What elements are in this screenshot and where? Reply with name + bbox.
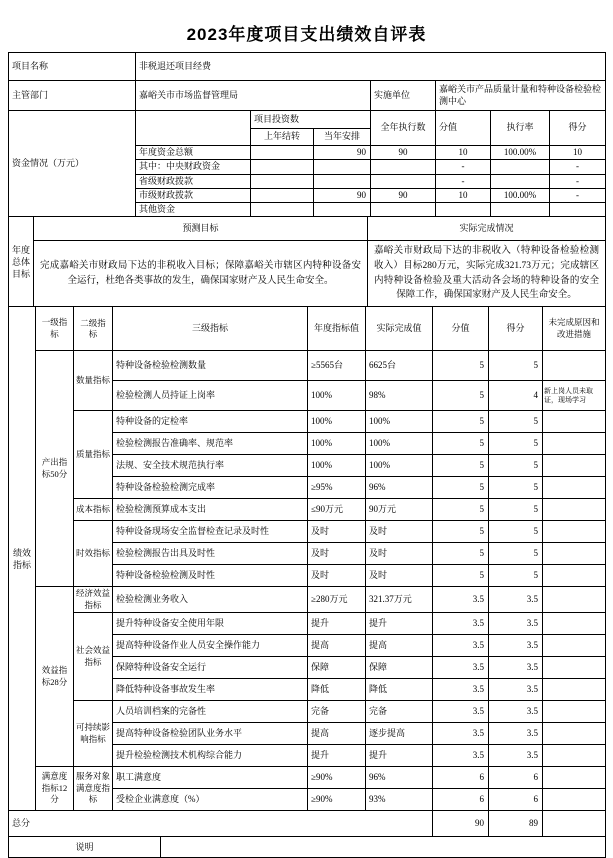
indicator-score-max: 5: [433, 433, 489, 455]
indicator-note: [543, 587, 606, 613]
indicator-note: [543, 745, 606, 767]
funding-executed: 90: [371, 188, 436, 202]
indicator-l3: 人员培训档案的完备性: [113, 701, 308, 723]
indicator-note: [543, 679, 606, 701]
indicator-actual: 98%: [366, 381, 433, 411]
indicator-actual: 及时: [366, 565, 433, 587]
indicator-actual: 96%: [366, 477, 433, 499]
funding-exec-rate: 100.00%: [491, 146, 550, 160]
indicator-actual: 100%: [366, 411, 433, 433]
indicator-score: 5: [489, 477, 543, 499]
funding-header-current: 当年安排: [314, 129, 371, 146]
indicator-score: 3.5: [489, 701, 543, 723]
annual-goal-table: [8, 216, 606, 307]
indicator-score-max: 3.5: [433, 745, 489, 767]
funding-carryover: [251, 146, 314, 160]
indicator-score-max: 3.5: [433, 587, 489, 613]
indicator-l3: 受检企业满意度（%）: [113, 789, 308, 811]
indicator-target: 提升: [308, 745, 366, 767]
indicator-l3: 检验检测业务收入: [113, 587, 308, 613]
funding-header-carryover: 上年结转: [251, 129, 314, 146]
l1-group-benefit: 效益指标28分: [36, 587, 74, 767]
indicator-target: ≥5565台: [308, 351, 366, 381]
l2-group-sustainability: 可持续影响指标: [74, 701, 113, 767]
note-content: [161, 837, 606, 858]
indicator-score: 6: [489, 789, 543, 811]
indicator-note: [543, 543, 606, 565]
header-note: 未完成原因和改进措施: [543, 307, 606, 351]
funding-current: 90: [314, 188, 371, 202]
empty-cell: [136, 111, 251, 146]
indicator-l3: 检验检测人员持证上岗率: [113, 381, 308, 411]
header-target: 年度指标值: [308, 307, 366, 351]
indicator-actual: 6625台: [366, 351, 433, 381]
indicator-score: 5: [489, 565, 543, 587]
indicator-score-max: 3.5: [433, 679, 489, 701]
indicator-target: 及时: [308, 565, 366, 587]
funding-carryover: [251, 203, 314, 217]
indicator-note: [543, 521, 606, 543]
indicator-actual: 提高: [366, 635, 433, 657]
header-l2: 二级指标: [74, 307, 113, 351]
empty-cell: [543, 811, 606, 837]
funding-score: -: [550, 188, 606, 202]
funding-carryover: [251, 160, 314, 174]
indicator-actual: 及时: [366, 543, 433, 565]
l1-group-output: 产出指标50分: [36, 351, 74, 587]
funding-score: [550, 203, 606, 217]
indicator-target: ≥95%: [308, 477, 366, 499]
funding-row-label: 市级财政拨款: [136, 188, 251, 202]
funding-score-max: -: [436, 160, 491, 174]
indicator-l3: 降低特种设备事故发生率: [113, 679, 308, 701]
indicator-note: [543, 635, 606, 657]
indicator-l3: 检验检测报告出具及时性: [113, 543, 308, 565]
indicator-l3: 提高特种设备作业人员安全操作能力: [113, 635, 308, 657]
indicator-note: [543, 565, 606, 587]
funding-score: -: [550, 174, 606, 188]
l2-group-quantity: 数量指标: [74, 351, 113, 411]
indicator-note: 新上岗人员未取证，现场学习: [543, 381, 606, 411]
funding-executed: [371, 203, 436, 217]
indicator-score: 3.5: [489, 723, 543, 745]
funding-score-max: 10: [436, 188, 491, 202]
indicator-actual: 降低: [366, 679, 433, 701]
indicator-score-max: 3.5: [433, 657, 489, 679]
indicator-actual: 完备: [366, 701, 433, 723]
goal-predicted-text: 完成嘉峪关市财政局下达的非税收入目标；保障嘉峪关市辖区内特种设备安全运行，杜绝各类事故的发生，确保国家财产及人民生命安全。: [34, 241, 368, 307]
indicator-score: 5: [489, 499, 543, 521]
indicator-l3: 保障特种设备安全运行: [113, 657, 308, 679]
indicator-target: 完备: [308, 701, 366, 723]
indicator-score: 5: [489, 411, 543, 433]
project-name-value: 非税退还项目经费: [136, 53, 606, 81]
indicator-target: 提高: [308, 723, 366, 745]
l2-group-economic: 经济效益指标: [74, 587, 113, 613]
funding-score: -: [550, 160, 606, 174]
indicator-score-max: 5: [433, 411, 489, 433]
unit-label: 实施单位: [371, 81, 436, 111]
indicator-note: [543, 455, 606, 477]
total-score: 89: [489, 811, 543, 837]
indicator-note: [543, 613, 606, 635]
indicator-score: 5: [489, 351, 543, 381]
indicator-score: 3.5: [489, 745, 543, 767]
header-l3: 三级指标: [113, 307, 308, 351]
funding-carryover: [251, 188, 314, 202]
indicator-note: [543, 411, 606, 433]
l2-group-quality: 质量指标: [74, 411, 113, 499]
indicator-target: 100%: [308, 455, 366, 477]
funding-executed: [371, 174, 436, 188]
l2-group-cost: 成本指标: [74, 499, 113, 521]
indicator-actual: 提升: [366, 745, 433, 767]
indicator-score: 3.5: [489, 635, 543, 657]
funding-exec-rate: 100.00%: [491, 188, 550, 202]
funding-row-label: 其他资金: [136, 203, 251, 217]
funding-header-score: 得分: [550, 111, 606, 146]
department-value: 嘉峪关市市场监督管理局: [136, 81, 371, 111]
indicator-score: 6: [489, 767, 543, 789]
indicator-l3: 提高特种设备检验团队业务水平: [113, 723, 308, 745]
indicator-note: [543, 499, 606, 521]
indicator-score-max: 5: [433, 543, 489, 565]
header-score-max: 分值: [433, 307, 489, 351]
indicator-score-max: 3.5: [433, 701, 489, 723]
funding-exec-rate: [491, 174, 550, 188]
indicator-target: 提升: [308, 613, 366, 635]
goal-predicted-header: 预测目标: [34, 217, 368, 241]
indicator-l3: 法规、安全技术规范执行率: [113, 455, 308, 477]
indicator-score: 5: [489, 521, 543, 543]
indicator-note: [543, 477, 606, 499]
indicator-score-max: 5: [433, 565, 489, 587]
indicator-score: 3.5: [489, 679, 543, 701]
funding-row-label: 年度资金总额: [136, 146, 251, 160]
indicator-l3: 特种设备现场安全监督检查记录及时性: [113, 521, 308, 543]
total-label: 总分: [9, 811, 433, 837]
indicator-target: 及时: [308, 543, 366, 565]
indicator-note: [543, 657, 606, 679]
note-label: 说明: [9, 837, 161, 858]
funding-row-label: 省级财政拨款: [136, 174, 251, 188]
funding-carryover: [251, 174, 314, 188]
page-title: 2023年度项目支出绩效自评表: [186, 25, 427, 44]
indicator-l3: 职工满意度: [113, 767, 308, 789]
indicator-score: 5: [489, 455, 543, 477]
goal-section-label: 年度总体目标: [9, 217, 34, 307]
department-label: 主管部门: [9, 81, 136, 111]
note-table: [8, 836, 606, 858]
goal-actual-header: 实际完成情况: [368, 217, 606, 241]
funding-score-max: -: [436, 174, 491, 188]
basic-info-table: [8, 52, 606, 111]
funding-current: [314, 160, 371, 174]
funding-header-executed: 全年执行数: [371, 111, 436, 146]
total-score-max: 90: [433, 811, 489, 837]
funding-row-label: 其中：中央财政资金: [136, 160, 251, 174]
indicator-l3: 提升特种设备安全使用年限: [113, 613, 308, 635]
indicator-target: 及时: [308, 521, 366, 543]
header-actual: 实际完成值: [366, 307, 433, 351]
header-l1: 一级指标: [36, 307, 74, 351]
indicator-l3: 特种设备检验检测完成率: [113, 477, 308, 499]
indicator-l3: 特种设备检验检测及时性: [113, 565, 308, 587]
indicator-score: 5: [489, 433, 543, 455]
indicator-target: 提高: [308, 635, 366, 657]
indicator-actual: 93%: [366, 789, 433, 811]
indicator-target: 100%: [308, 433, 366, 455]
indicator-l3: 特种设备的定检率: [113, 411, 308, 433]
indicator-target: ≥280万元: [308, 587, 366, 613]
indicators-table: [8, 306, 606, 811]
indicator-score: 3.5: [489, 657, 543, 679]
funding-executed: 90: [371, 146, 436, 160]
indicator-actual: 90万元: [366, 499, 433, 521]
funding-exec-rate: [491, 203, 550, 217]
indicator-score-max: 5: [433, 499, 489, 521]
funding-score-max: 10: [436, 146, 491, 160]
indicator-note: [543, 433, 606, 455]
indicator-l3: 检验检测报告准确率、规范率: [113, 433, 308, 455]
indicator-score-max: 6: [433, 789, 489, 811]
indicator-actual: 及时: [366, 521, 433, 543]
indicator-target: 100%: [308, 381, 366, 411]
indicator-score-max: 6: [433, 767, 489, 789]
indicator-target: 100%: [308, 411, 366, 433]
funding-score: 10: [550, 146, 606, 160]
funding-exec-rate: [491, 160, 550, 174]
l2-group-timeliness: 时效指标: [74, 521, 113, 587]
indicator-target: 降低: [308, 679, 366, 701]
indicator-actual: 逐步提高: [366, 723, 433, 745]
indicator-score: 4: [489, 381, 543, 411]
indicator-target: ≤90万元: [308, 499, 366, 521]
goal-actual-text: 嘉峪关市财政局下达的非税收入（特种设备检验检测收入）目标280万元，实际完成321.73万元；完成辖区内特种设备检验及重大活动各会场的特种设备的安全保障工作，确保国家财产及人民生命安全。: [368, 241, 606, 307]
funding-score-max: [436, 203, 491, 217]
indicator-actual: 100%: [366, 455, 433, 477]
indicator-actual: 321.37万元: [366, 587, 433, 613]
indicator-score-max: 3.5: [433, 723, 489, 745]
indicator-l3: 特种设备检验检测数量: [113, 351, 308, 381]
indicator-target: ≥90%: [308, 767, 366, 789]
indicator-score-max: 3.5: [433, 635, 489, 657]
indicator-target: 保障: [308, 657, 366, 679]
funding-header-investment: 项目投资数: [251, 111, 371, 129]
header-score: 得分: [489, 307, 543, 351]
indicator-score-max: 5: [433, 381, 489, 411]
indicator-score: 3.5: [489, 587, 543, 613]
funding-header-score-max: 分值: [436, 111, 491, 146]
indicator-note: [543, 701, 606, 723]
funding-current: [314, 203, 371, 217]
indicator-actual: 96%: [366, 767, 433, 789]
indicator-score: 5: [489, 543, 543, 565]
indicator-actual: 提升: [366, 613, 433, 635]
funding-table: [8, 110, 606, 217]
funding-header-exec-rate: 执行率: [491, 111, 550, 146]
indicator-l3: 检验检测预算成本支出: [113, 499, 308, 521]
indicator-score-max: 3.5: [433, 613, 489, 635]
funding-current: 90: [314, 146, 371, 160]
performance-section-label: 绩效指标: [9, 307, 36, 811]
indicator-note: [543, 351, 606, 381]
indicator-actual: 100%: [366, 433, 433, 455]
unit-value: 嘉峪关市产品质量计量和特种设备检验检测中心: [436, 81, 606, 111]
indicator-actual: 保障: [366, 657, 433, 679]
funding-current: [314, 174, 371, 188]
total-table: [8, 810, 606, 837]
funding-executed: [371, 160, 436, 174]
indicator-target: ≥90%: [308, 789, 366, 811]
indicator-score-max: 5: [433, 351, 489, 381]
l1-group-satisfaction: 满意度指标12分: [36, 767, 74, 811]
indicator-l3: 提升检验检测技术机构综合能力: [113, 745, 308, 767]
indicator-score-max: 5: [433, 477, 489, 499]
indicator-score: 3.5: [489, 613, 543, 635]
indicator-note: [543, 723, 606, 745]
indicator-note: [543, 789, 606, 811]
indicator-note: [543, 767, 606, 789]
l2-group-service-satisfaction: 服务对象满意度指标: [74, 767, 113, 811]
l2-group-social: 社会效益指标: [74, 613, 113, 701]
project-name-label: 项目名称: [9, 53, 136, 81]
indicator-score-max: 5: [433, 521, 489, 543]
funding-section-label: 资金情况（万元）: [9, 111, 136, 217]
indicator-score-max: 5: [433, 455, 489, 477]
